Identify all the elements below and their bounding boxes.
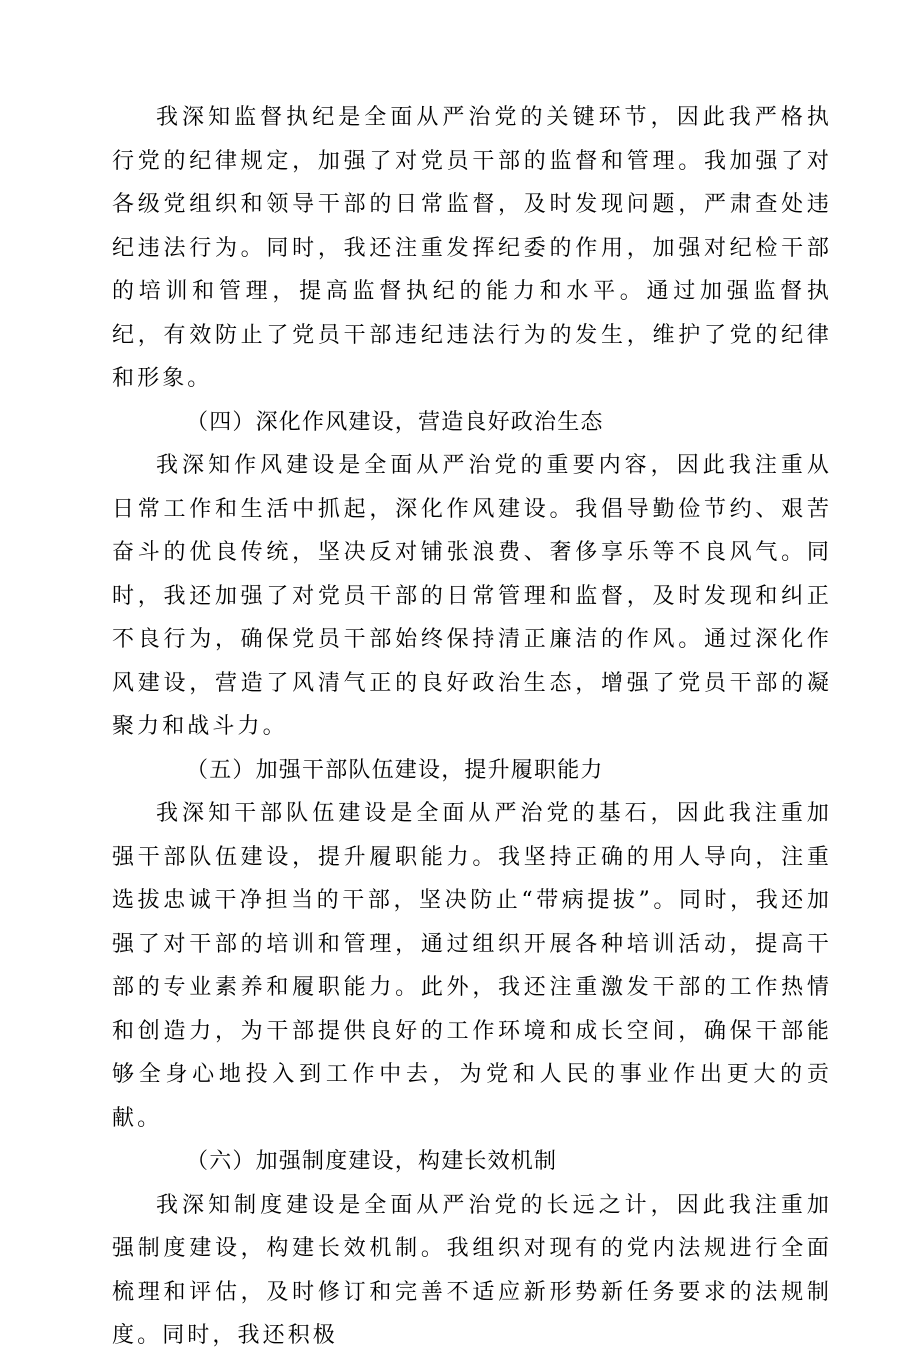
paragraph-supervision-discipline: 我深知监督执纪是全面从严治党的关键环节，因此我严格执行党的纪律规定，加强了对党员干部的监督和管理。我加强了对各级党组织和领导干部的日常监督，及时发现问题，严肃查处违纪违法行为。同时，我还注重发挥纪委的作用，加强对纪检干部的培训和管理，提高监督执纪的能力和水平。通过加强监督执纪，有效防止了党员干部违纪违法行为的发生，维护了党的纪律和形象。 — [112, 105, 832, 391]
section-heading-5: （五）加强干部队伍建设，提升履职能力 — [186, 757, 604, 783]
document-page — [112, 96, 832, 1358]
section-heading-4: （四）深化作风建设，营造良好政治生态 — [186, 409, 604, 435]
paragraph-cadre-team: 我深知干部队伍建设是全面从严治党的基石，因此我注重加强干部队伍建设，提升履职能力。我坚持正确的用人导向，注重选拔忠诚干净担当的干部，坚决防止“带病提拔”。同时，我还加强了对干部的培训和管理，通过组织开展各种培训活动，提高干部的专业素养和履职能力。此外，我还注重激发干部的工作热情和创造力，为干部提供良好的工作环境和成长空间，确保干部能够全身心地投入到工作中去，为党和人民的事业作出更大的贡献。 — [112, 801, 832, 1131]
paragraph-work-style: 我深知作风建设是全面从严治党的重要内容，因此我注重从日常工作和生活中抓起，深化作风建设。我倡导勤俭节约、艰苦奋斗的优良传统，坚决反对铺张浪费、奢侈享乐等不良风气。同时，我还加强了对党员干部的日常管理和监督，及时发现和纠正不良行为，确保党员干部始终保持清正廉洁的作风。通过深化作风建设，营造了风清气正的良好政治生态，增强了党员干部的凝聚力和战斗力。 — [112, 453, 832, 739]
section-heading-6: （六）加强制度建设，构建长效机制 — [186, 1149, 558, 1174]
paragraph-institution-building: 我深知制度建设是全面从严治党的长远之计，因此我注重加强制度建设，构建长效机制。我组织对现有的党内法规进行全面梳理和评估，及时修订和完善不适应新形势新任务要求的法规制度。同时，我还积极 — [112, 1192, 832, 1348]
